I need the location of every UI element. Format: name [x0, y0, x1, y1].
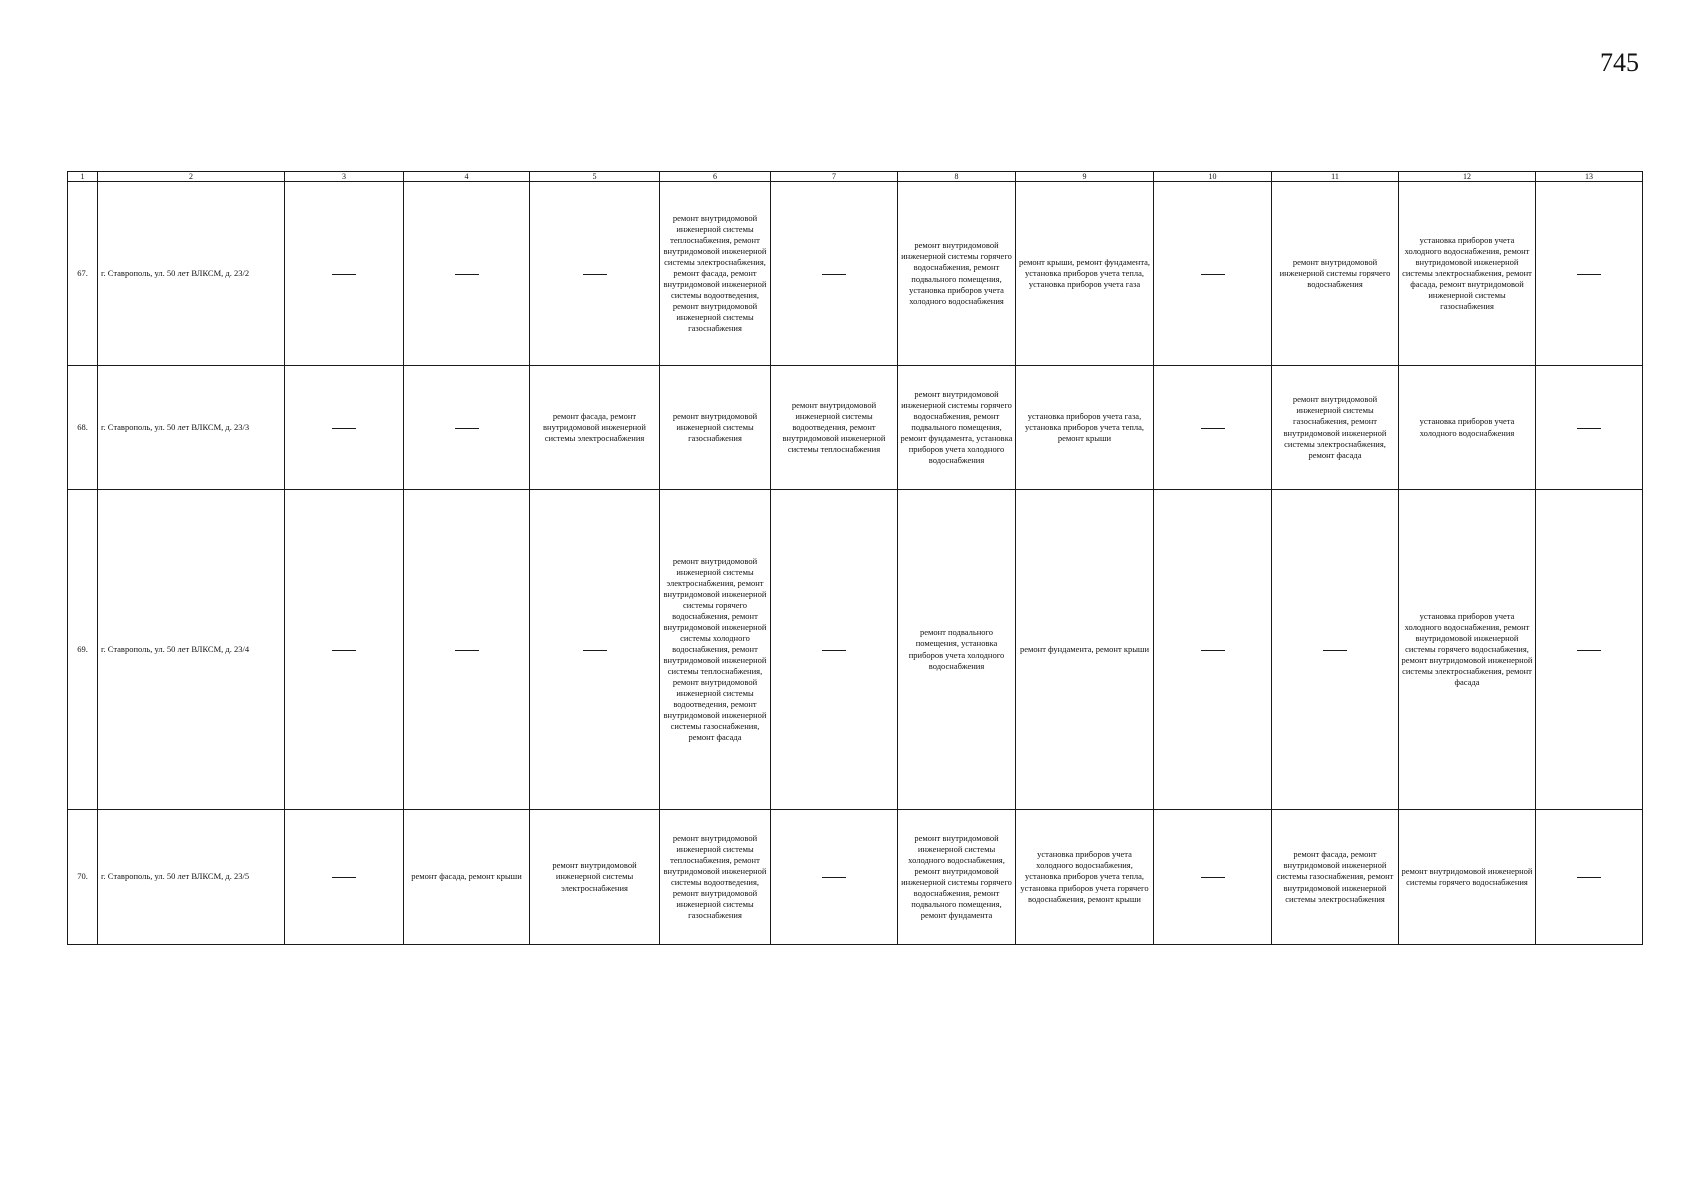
dash-mark: [822, 274, 846, 275]
empty-cell: [285, 810, 404, 945]
dash-mark: [583, 274, 607, 275]
work-list-text: установка приборов учета холодного водоснабжения, ремонт внутридомовой инженерной системы горячего водоснабжения, ремонт внутридомовой инженерной системы электроснабжения, ремонт фасада: [1401, 610, 1533, 688]
work-list-text: установка приборов учета холодного водоснабжения, ремонт внутридомовой инженерной системы электроснабжения, ремонт фасада, ремонт внутридомовой инженерной системы газоснабжения: [1402, 234, 1532, 312]
dash-mark: [1201, 428, 1225, 429]
work-list-cell: [660, 810, 771, 945]
work-list-cell: [771, 366, 898, 490]
work-list-text: ремонт фасада, ремонт внутридомовой инженерной системы газоснабжения, ремонт внутридомовой инженерной системы электроснабжения: [1276, 849, 1394, 904]
column-header: 9: [1016, 172, 1154, 182]
column-header: 8: [898, 172, 1016, 182]
empty-cell: [1154, 490, 1272, 810]
work-list-text: установка приборов учета газа, установка приборов учета тепла, ремонт крыши: [1024, 410, 1145, 444]
row-number: 70.: [68, 810, 98, 945]
work-list-text: ремонт внутридомовой инженерной системы горячего водоснабжения: [1279, 256, 1391, 290]
empty-cell: [285, 366, 404, 490]
column-header: 1: [68, 172, 98, 182]
work-list-text: ремонт внутридомовой инженерной системы электроснабжения: [552, 860, 637, 893]
work-list-text: ремонт внутридомовой инженерной системы горячего водоснабжения: [1401, 865, 1533, 887]
empty-cell: [1536, 366, 1643, 490]
table-row: [68, 490, 1643, 810]
address-cell: г. Ставрополь, ул. 50 лет ВЛКСМ, д. 23/2: [98, 182, 285, 366]
address-cell: г. Ставрополь, ул. 50 лет ВЛКСМ, д. 23/3: [98, 366, 285, 490]
column-header: 11: [1272, 172, 1399, 182]
work-list-cell: [1016, 182, 1154, 366]
work-list-cell: [1016, 810, 1154, 945]
empty-cell: [1272, 490, 1399, 810]
work-list-cell: [898, 182, 1016, 366]
work-list-text: установка приборов учета холодного водоснабжения, установка приборов учета тепла, установка приборов учета горячего водоснабжения, ремонт крыши: [1020, 849, 1149, 904]
dash-mark: [1577, 428, 1601, 429]
dash-mark: [455, 274, 479, 275]
empty-cell: [1154, 366, 1272, 490]
table-row: [68, 810, 1643, 945]
empty-cell: [404, 366, 530, 490]
work-list-text: ремонт внутридомовой инженерной системы горячего водоснабжения, ремонт подвального помещения, ремонт фундамента, установка приборов учета холодного водоснабжения: [900, 388, 1013, 466]
dash-mark: [1577, 877, 1601, 878]
work-list-text: ремонт внутридомовой инженерной системы теплоснабжения, ремонт внутридомовой инженерной системы электроснабжения, ремонт фасада, ремонт внутридомовой инженерной системы водоотведения, ремонт внутридомовой инженерной системы газоснабжения: [663, 212, 767, 334]
column-header: 2: [98, 172, 285, 182]
dash-mark: [332, 274, 356, 275]
work-list-cell: [1272, 182, 1399, 366]
column-number-row: [68, 172, 1643, 182]
empty-cell: [285, 182, 404, 366]
table-row: [68, 182, 1643, 366]
empty-cell: [285, 490, 404, 810]
dash-mark: [332, 428, 356, 429]
dash-mark: [332, 650, 356, 651]
address-cell: г. Ставрополь, ул. 50 лет ВЛКСМ, д. 23/5: [98, 810, 285, 945]
dash-mark: [822, 650, 846, 651]
dash-mark: [583, 650, 607, 651]
dash-mark: [1577, 274, 1601, 275]
work-list-text: ремонт внутридомовой инженерной системы холодного водоснабжения, ремонт внутридомовой инженерной системы горячего водоснабжения, ремонт подвального помещения, ремонт фундамента: [901, 832, 1012, 921]
page-number: 745: [1600, 48, 1639, 77]
column-header: 7: [771, 172, 898, 182]
work-list-text: ремонт внутридомовой инженерной системы газоснабжения: [672, 410, 758, 444]
work-list-cell: [1399, 490, 1536, 810]
empty-cell: [1536, 182, 1643, 366]
work-list-text: ремонт внутридомовой инженерной системы электроснабжения, ремонт внутридомовой инженерной системы горячего водоснабжения, ремонт внутридомовой инженерной системы холодного водоснабжения, ремонт внутридомовой инженерной системы теплоснабжения, ремонт внутридомовой инженерной системы водоотведения, ремонт внутридомовой инженерной системы газоснабжения, ремонт фасада: [663, 555, 767, 743]
empty-cell: [404, 490, 530, 810]
column-header: 12: [1399, 172, 1536, 182]
row-number: 68.: [68, 366, 98, 490]
dash-mark: [1577, 650, 1601, 651]
work-list-cell: [1399, 182, 1536, 366]
work-list-text: ремонт внутридомовой инженерной системы газоснабжения, ремонт внутридомовой инженерной системы электроснабжения, ремонт фасада: [1283, 394, 1387, 460]
column-header: 3: [285, 172, 404, 182]
dash-mark: [1201, 877, 1225, 878]
row-number: 67.: [68, 182, 98, 366]
empty-cell: [530, 182, 660, 366]
work-list-text: ремонт внутридомовой инженерной системы теплоснабжения, ремонт внутридомовой инженерной системы водоотведения, ремонт внутридомовой инженерной системы газоснабжения: [663, 832, 767, 921]
work-list-text: ремонт фасада, ремонт крыши: [411, 871, 522, 882]
work-list-cell: [898, 810, 1016, 945]
work-list-text: установка приборов учета холодного водоснабжения: [1419, 416, 1515, 438]
dash-mark: [1201, 650, 1225, 651]
empty-cell: [771, 490, 898, 810]
empty-cell: [530, 490, 660, 810]
work-list-cell: [898, 366, 1016, 490]
work-list-cell: [1399, 366, 1536, 490]
work-list-cell: [1399, 810, 1536, 945]
work-list-text: ремонт внутридомовой инженерной системы водоотведения, ремонт внутридомовой инженерной системы теплоснабжения: [782, 399, 886, 455]
work-list-cell: [530, 366, 660, 490]
empty-cell: [1536, 490, 1643, 810]
dash-mark: [455, 428, 479, 429]
row-number: 69.: [68, 490, 98, 810]
work-list-cell: [1016, 366, 1154, 490]
dash-mark: [822, 877, 846, 878]
work-list-cell: [530, 810, 660, 945]
table-row: [68, 366, 1643, 490]
work-list-cell: [660, 366, 771, 490]
work-list-cell: [1016, 490, 1154, 810]
column-header: 4: [404, 172, 530, 182]
work-list-cell: [1272, 366, 1399, 490]
address-cell: г. Ставрополь, ул. 50 лет ВЛКСМ, д. 23/4: [98, 490, 285, 810]
empty-cell: [404, 182, 530, 366]
repair-schedule-table: [67, 171, 1643, 945]
dash-mark: [1323, 650, 1347, 651]
column-header: 10: [1154, 172, 1272, 182]
work-list-text: ремонт внутридомовой инженерной системы горячего водоснабжения, ремонт подвального помещения, установка приборов учета холодного водоснабжения: [901, 240, 1012, 306]
column-header: 5: [530, 172, 660, 182]
empty-cell: [1154, 182, 1272, 366]
empty-cell: [771, 810, 898, 945]
work-list-cell: [404, 810, 530, 945]
column-header: 6: [660, 172, 771, 182]
dash-mark: [332, 877, 356, 878]
work-list-cell: [898, 490, 1016, 810]
work-list-cell: [660, 490, 771, 810]
dash-mark: [455, 650, 479, 651]
work-list-text: ремонт фасада, ремонт внутридомовой инженерной системы электроснабжения: [543, 410, 646, 444]
work-list-cell: [1272, 810, 1399, 945]
column-header: 13: [1536, 172, 1643, 182]
empty-cell: [1154, 810, 1272, 945]
work-list-cell: [660, 182, 771, 366]
dash-mark: [1201, 274, 1225, 275]
work-list-text: ремонт фундамента, ремонт крыши: [1020, 643, 1149, 654]
work-list-text: ремонт подвального помещения, установка приборов учета холодного водоснабжения: [908, 627, 1005, 671]
empty-cell: [1536, 810, 1643, 945]
empty-cell: [771, 182, 898, 366]
work-list-text: ремонт крыши, ремонт фундамента, установка приборов учета тепла, установка приборов учета газа: [1018, 256, 1151, 290]
